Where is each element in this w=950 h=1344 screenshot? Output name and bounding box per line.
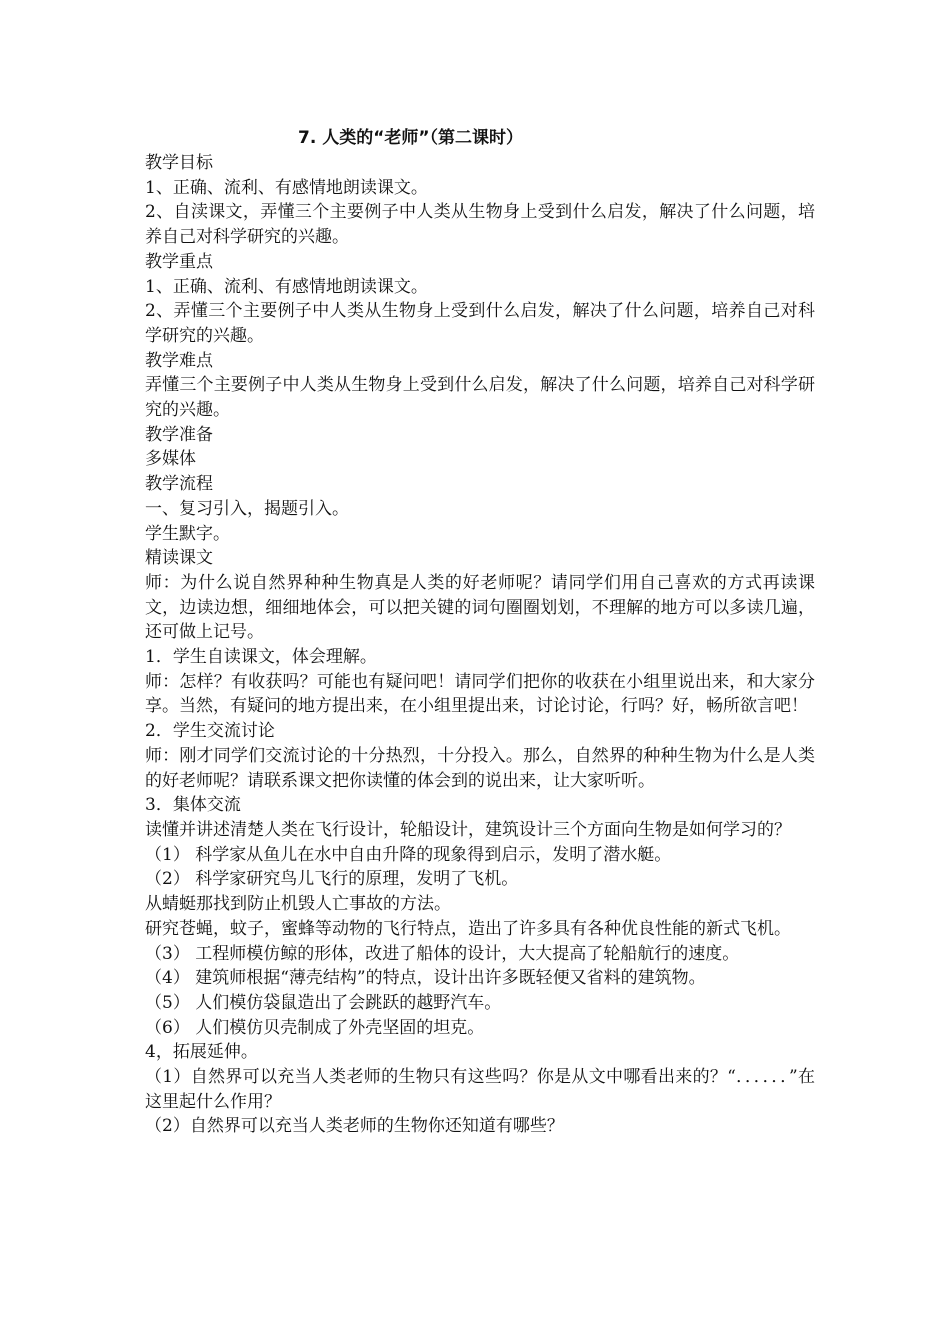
paragraph: 师：怎样？有收获吗？可能也有疑问吧！请同学们把你的收获在小组里说出来，和大家分享。当然，有疑问的地方提出来，在小组里提出来，讨论讨论，行吗？好，畅所欲言吧！ (145, 671, 815, 717)
paragraph: 一、复习引入，揭题引入。 (145, 498, 349, 519)
paragraph: 师：为什么说自然界种种生物真是人类的好老师呢？请同学们用自己喜欢的方式再读课文，边读边想，细细地体会，可以把关键的词句圈圈划划，不理解的地方可以多读几遍，还可做上记号。 (145, 572, 815, 643)
paragraph: （5） 人们模仿袋鼠造出了会跳跃的越野汽车。 (145, 992, 502, 1013)
document-body (145, 151, 815, 1139)
paragraph: 2、弄懂三个主要例子中人类从生物身上受到什么启发，解决了什么问题，培养自己对科学研究的兴趣。 (145, 301, 815, 346)
paragraph: 教学重点 (145, 251, 213, 272)
paragraph: 4，拓展延伸。 (145, 1042, 258, 1063)
paragraph: 教学目标 (145, 153, 213, 173)
paragraph: （4） 建筑师根据“薄壳结构”的特点，设计出许多既轻便又省料的建筑物。 (145, 968, 706, 989)
paragraph: 1．学生自读课文，体会理解。 (145, 647, 377, 668)
paragraph: 学生默字。 (145, 523, 230, 544)
paragraph: 研究苍蝇，蚊子，蜜蜂等动物的飞行特点，造出了许多具有各种优良性能的新式飞机。 (145, 918, 791, 939)
paragraph: 2、自渎课文，弄懂三个主要例子中人类从生物身上受到什么启发，解决了什么问题，培养自己对科学研究的兴趣。 (145, 202, 815, 248)
paragraph: 3．集体交流 (145, 795, 241, 816)
paragraph: 教学流程 (145, 474, 213, 495)
paragraph: 1、正确、流利、有感情地朗读课文。 (145, 177, 428, 198)
paragraph: 2．学生交流讨论 (145, 721, 275, 742)
paragraph: 1、正确、流利、有感情地朗读课文。 (145, 276, 428, 297)
paragraph: 读懂并讲述清楚人类在飞行设计，轮船设计，建筑设计三个方面向生物是如何学习的？ (145, 819, 791, 840)
paragraph: 多媒体 (145, 449, 196, 470)
paragraph: 教学难点 (145, 350, 213, 371)
paragraph: （2）自然界可以充当人类老师的生物你还知道有哪些？ (145, 1116, 564, 1137)
paragraph: （2） 科学家研究鸟儿飞行的原理，发明了飞机。 (145, 869, 519, 890)
paragraph: 弄懂三个主要例子中人类从生物身上受到什么启发，解决了什么问题，培养自己对科学研究的兴趣。 (145, 375, 815, 421)
paragraph: 教学准备 (145, 424, 213, 445)
document-page (145, 125, 815, 1139)
paragraph: 师：刚才同学们交流讨论的十分热烈，十分投入。那么，自然界的种种生物为什么是人类的好老师呢？请联系课文把你读懂的体会到的说出来，让大家听听。 (145, 745, 815, 791)
paragraph: （3） 工程师模仿鲸的形体，改进了船体的设计，大大提高了轮船航行的速度。 (145, 943, 740, 964)
paragraph: （1）自然界可以充当人类老师的生物只有这些吗？你是从文中哪看出来的？“．．．．．．”在这里起什么作用？ (145, 1067, 815, 1112)
paragraph: 精读课文 (145, 548, 213, 569)
paragraph: （6） 人们模仿贝壳制成了外壳坚固的坦克。 (145, 1017, 485, 1038)
document-title: 7. 人类的“老师”（第二课时） (298, 128, 524, 148)
paragraph: 从蜻蜓那找到防止机毁人亡事故的方法。 (145, 894, 451, 915)
paragraph: （1） 科学家从鱼儿在水中自由升降的现象得到启示，发明了潜水艇。 (145, 844, 672, 865)
